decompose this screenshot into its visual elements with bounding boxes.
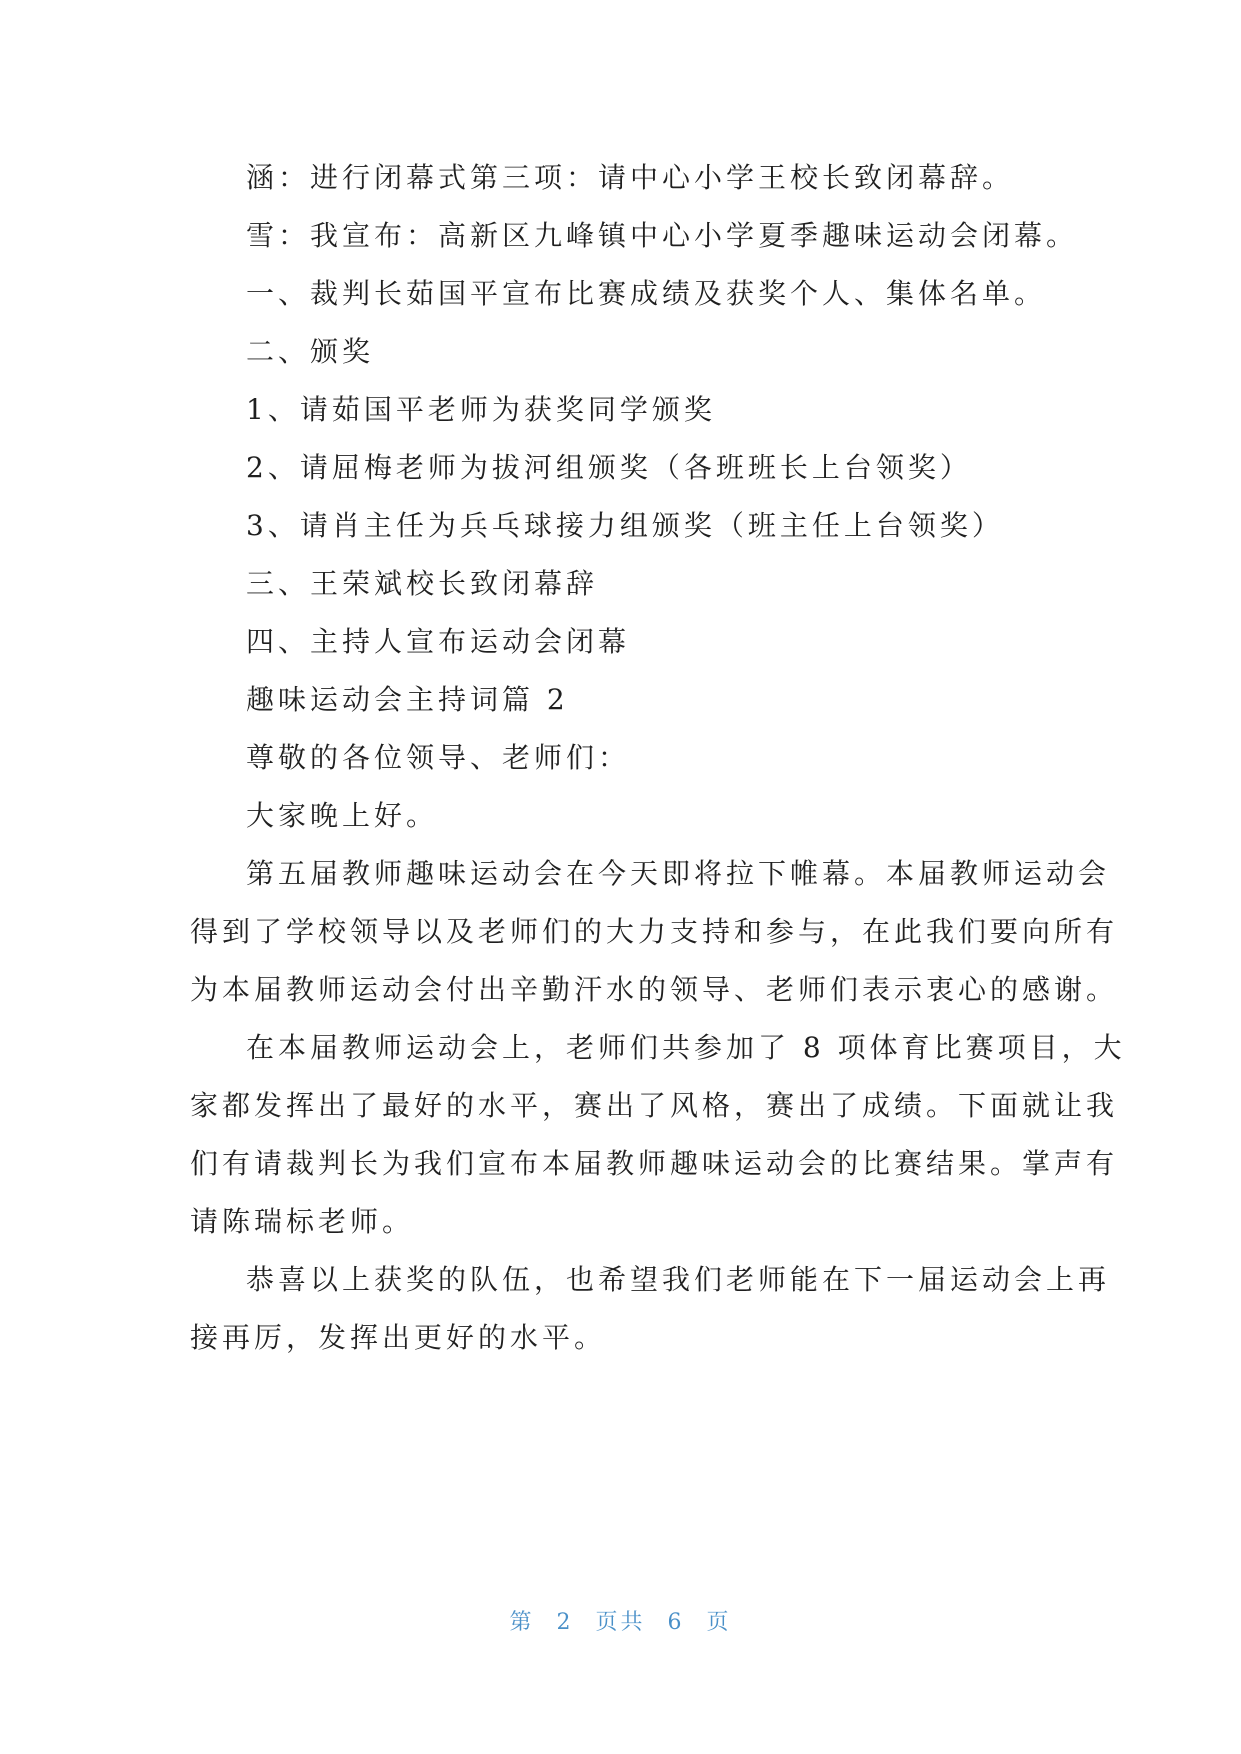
paragraph-line: 请陈瑞标老师。 (190, 1205, 415, 1238)
current-page-number: 2 (556, 1610, 574, 1635)
paragraph-line: 家都发挥出了最好的水平，赛出了风格，赛出了成绩。下面就让我 (190, 1089, 1119, 1122)
page-label-mid: 页共 (595, 1610, 646, 1635)
page-label-suffix: 页 (706, 1610, 732, 1635)
paragraph-line: 在本届教师运动会上，老师们共参加了 8 项体育比赛项目，大 (246, 1031, 1126, 1064)
paragraph-line: 2、请屈梅老师为拔河组颁奖（各班班长上台领奖） (246, 451, 972, 484)
paragraph-line: 得到了学校领导以及老师们的大力支持和参与，在此我们要向所有 (190, 915, 1119, 948)
paragraph-line: 接再厉，发挥出更好的水平。 (190, 1321, 607, 1354)
paragraph-line: 四、主持人宣布运动会闭幕 (246, 625, 631, 658)
paragraph-line: 第五届教师趣味运动会在今天即将拉下帷幕。本届教师运动会 (246, 857, 1111, 890)
paragraph-line: 涵：进行闭幕式第三项：请中心小学王校长致闭幕辞。 (246, 161, 1015, 194)
salutation: 尊敬的各位领导、老师们： (246, 741, 631, 774)
page-footer (0, 1608, 1241, 1638)
paragraph-line: 雪：我宣布：高新区九峰镇中心小学夏季趣味运动会闭幕。 (246, 219, 1079, 252)
paragraph-line: 们有请裁判长为我们宣布本届教师趣味运动会的比赛结果。掌声有 (190, 1147, 1119, 1180)
paragraph-line: 恭喜以上获奖的队伍，也希望我们老师能在下一届运动会上再 (246, 1263, 1111, 1296)
paragraph-line: 3、请肖主任为兵乓球接力组颁奖（班主任上台领奖） (246, 509, 1004, 542)
greeting: 大家晚上好。 (246, 799, 439, 832)
page-label-prefix: 第 (509, 1610, 535, 1635)
total-pages-number: 6 (667, 1610, 685, 1635)
paragraph-line: 为本届教师运动会付出辛勤汗水的领导、老师们表示衷心的感谢。 (190, 973, 1119, 1006)
paragraph-line: 二、颁奖 (246, 335, 375, 368)
paragraph-line: 三、王荣斌校长致闭幕辞 (246, 567, 599, 600)
paragraph-line: 一、裁判长茹国平宣布比赛成绩及获奖个人、集体名单。 (246, 277, 1047, 310)
section-heading: 趣味运动会主持词篇 2 (246, 683, 569, 716)
paragraph-line: 1、请茹国平老师为获奖同学颁奖 (246, 393, 716, 426)
